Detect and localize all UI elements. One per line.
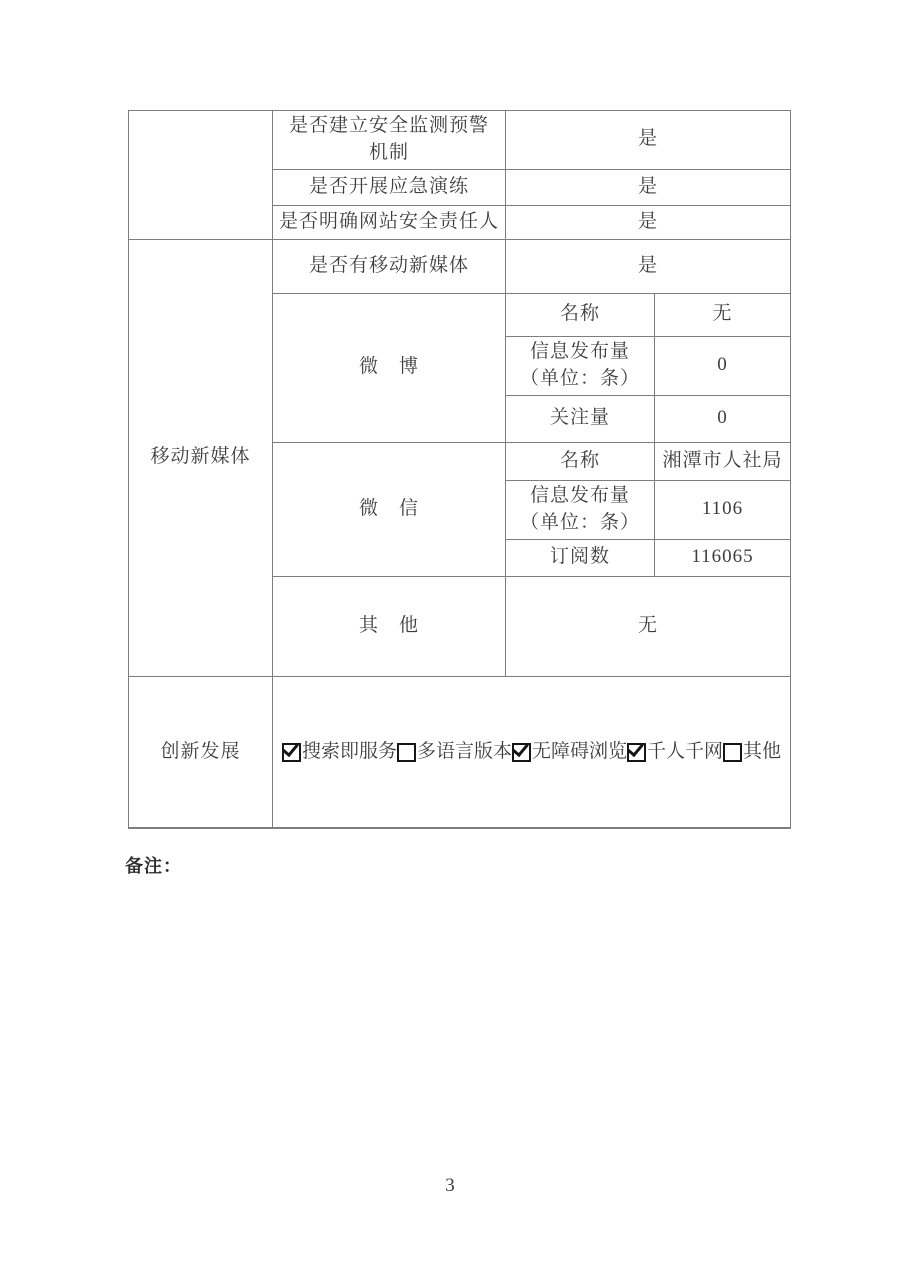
checkbox-icon bbox=[397, 743, 416, 762]
weibo-name-value: 无 bbox=[655, 293, 791, 336]
checkbox-icon bbox=[723, 743, 742, 762]
checkbox-icon bbox=[512, 743, 531, 762]
label-line: （单位：条） bbox=[519, 367, 640, 389]
has-mobile-media-value: 是 bbox=[506, 239, 791, 293]
label-line: （单位：条） bbox=[519, 511, 640, 533]
other-media-label: 其 他 bbox=[273, 576, 506, 676]
weibo-followers-label: 关注量 bbox=[506, 395, 655, 442]
weibo-followers-value: 0 bbox=[655, 395, 791, 442]
wechat-subscribers-value: 116065 bbox=[655, 539, 791, 576]
has-mobile-media-label: 是否有移动新媒体 bbox=[273, 239, 506, 293]
checkbox-icon bbox=[627, 743, 646, 762]
other-media-value: 无 bbox=[506, 576, 791, 676]
checkbox-accessible-browsing bbox=[512, 739, 627, 766]
label-line: 机制 bbox=[368, 141, 409, 163]
weibo-posts-value: 0 bbox=[655, 336, 791, 395]
checkbox-other bbox=[723, 739, 781, 766]
wechat-name-value: 湘潭市人社局 bbox=[655, 442, 791, 480]
security-row-label: 是否开展应急演练 bbox=[273, 169, 506, 205]
security-row-value: 是 bbox=[506, 169, 791, 205]
label-line: 是否建立安全监测预警 bbox=[288, 115, 489, 136]
section-header-empty-cell bbox=[129, 111, 273, 240]
security-row-label: 是否明确网站安全责任人 bbox=[273, 205, 506, 239]
checkbox-label: 搜索即服务 bbox=[301, 740, 397, 762]
security-row-label bbox=[273, 111, 506, 170]
innovation-options-cell bbox=[273, 676, 791, 828]
label-line: 信息发布量 bbox=[529, 340, 630, 362]
wechat-posts-label bbox=[506, 480, 655, 539]
checkbox-icon bbox=[282, 743, 301, 762]
checkbox-multilingual-version bbox=[397, 739, 512, 766]
wechat-subscribers-label: 订阅数 bbox=[506, 539, 655, 576]
wechat-name-label: 名称 bbox=[506, 442, 655, 480]
checkbox-label: 千人千网 bbox=[647, 740, 724, 762]
weibo-title-cell: 微 博 bbox=[273, 293, 506, 442]
weibo-name-label: 名称 bbox=[506, 293, 655, 336]
report-table bbox=[128, 110, 791, 829]
page-number: 3 bbox=[445, 1175, 455, 1196]
weibo-posts-label bbox=[506, 336, 655, 395]
remarks-label: 备注： bbox=[125, 856, 182, 876]
wechat-title-cell: 微 信 bbox=[273, 442, 506, 576]
checkbox-label: 多语言版本 bbox=[416, 740, 512, 762]
checkbox-thousand-people-thousand-sites bbox=[627, 739, 723, 766]
checkbox-label: 其他 bbox=[743, 740, 782, 762]
security-row-value: 是 bbox=[506, 205, 791, 239]
innovation-header-cell: 创新发展 bbox=[129, 676, 273, 828]
mobile-media-header-cell: 移动新媒体 bbox=[129, 239, 273, 676]
label-line: 信息发布量 bbox=[529, 484, 630, 506]
checkbox-label: 无障碍浏览 bbox=[532, 740, 628, 762]
checkbox-search-as-service bbox=[282, 739, 397, 766]
security-row-value: 是 bbox=[506, 111, 791, 170]
wechat-posts-value: 1106 bbox=[655, 480, 791, 539]
